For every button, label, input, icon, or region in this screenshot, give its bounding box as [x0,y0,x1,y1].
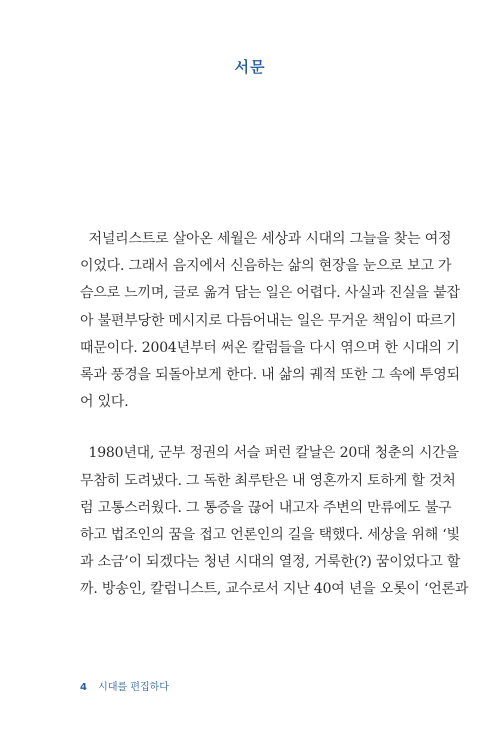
text-line: 록과 풍경을 되돌아보게 한다. 내 삶의 궤적 또한 그 속에 투영되 [80,367,460,384]
page-title: 서문 [234,58,266,76]
running-title: 시대를 편집하다 [98,682,169,693]
paragraph-2 [80,440,469,603]
text-line: 무참히 도려냈다. 그 독한 최루탄은 내 영혼까지 토하게 할 것처 [80,472,456,489]
text-line: 1980년대, 군부 정권의 서슬 퍼런 칼날은 20대 청춘의 시간을 [80,445,459,462]
text-line: 이었다. 그래서 음지에서 신음하는 삶의 현장을 눈으로 보고 가 [80,258,452,275]
text-line: 때문이다. 2004년부터 써온 칼럼들을 다시 엮으며 한 시대의 기 [80,339,460,356]
paragraph-1 [80,226,460,416]
text-line: 럼 고통스러웠다. 그 통증을 끊어 내고자 주변의 만류에도 불구 [80,499,452,516]
body-text [80,226,469,604]
text-line: 하고 법조인의 꿈을 접고 언론인의 길을 택했다. 세상을 위해 ‘빛 [80,527,460,544]
text-line: 어 있다. [80,394,129,411]
paragraph-spacer [80,416,428,440]
text-line: 슴으로 느끼며, 글로 옮겨 담는 일은 어렵다. 사실과 진실을 붙잡 [80,285,460,302]
text-line: 아 불편부당한 메시지로 다듬어내는 일은 무거운 책임이 따르기 [80,312,457,329]
text-line: 저널리스트로 살아온 세월은 세상과 시대의 그늘을 찾는 여정 [80,231,452,247]
text-line: 까. 방송인, 칼럼니스트, 교수로서 지난 40여 년을 오롯이 ‘언론과 [80,581,469,598]
text-line: 과 소금’이 되겠다는 청년 시대의 열정, 거룩한(?) 꿈이었다고 할 [80,554,461,571]
page-number: 4 [80,682,87,693]
page-footer [80,678,169,693]
